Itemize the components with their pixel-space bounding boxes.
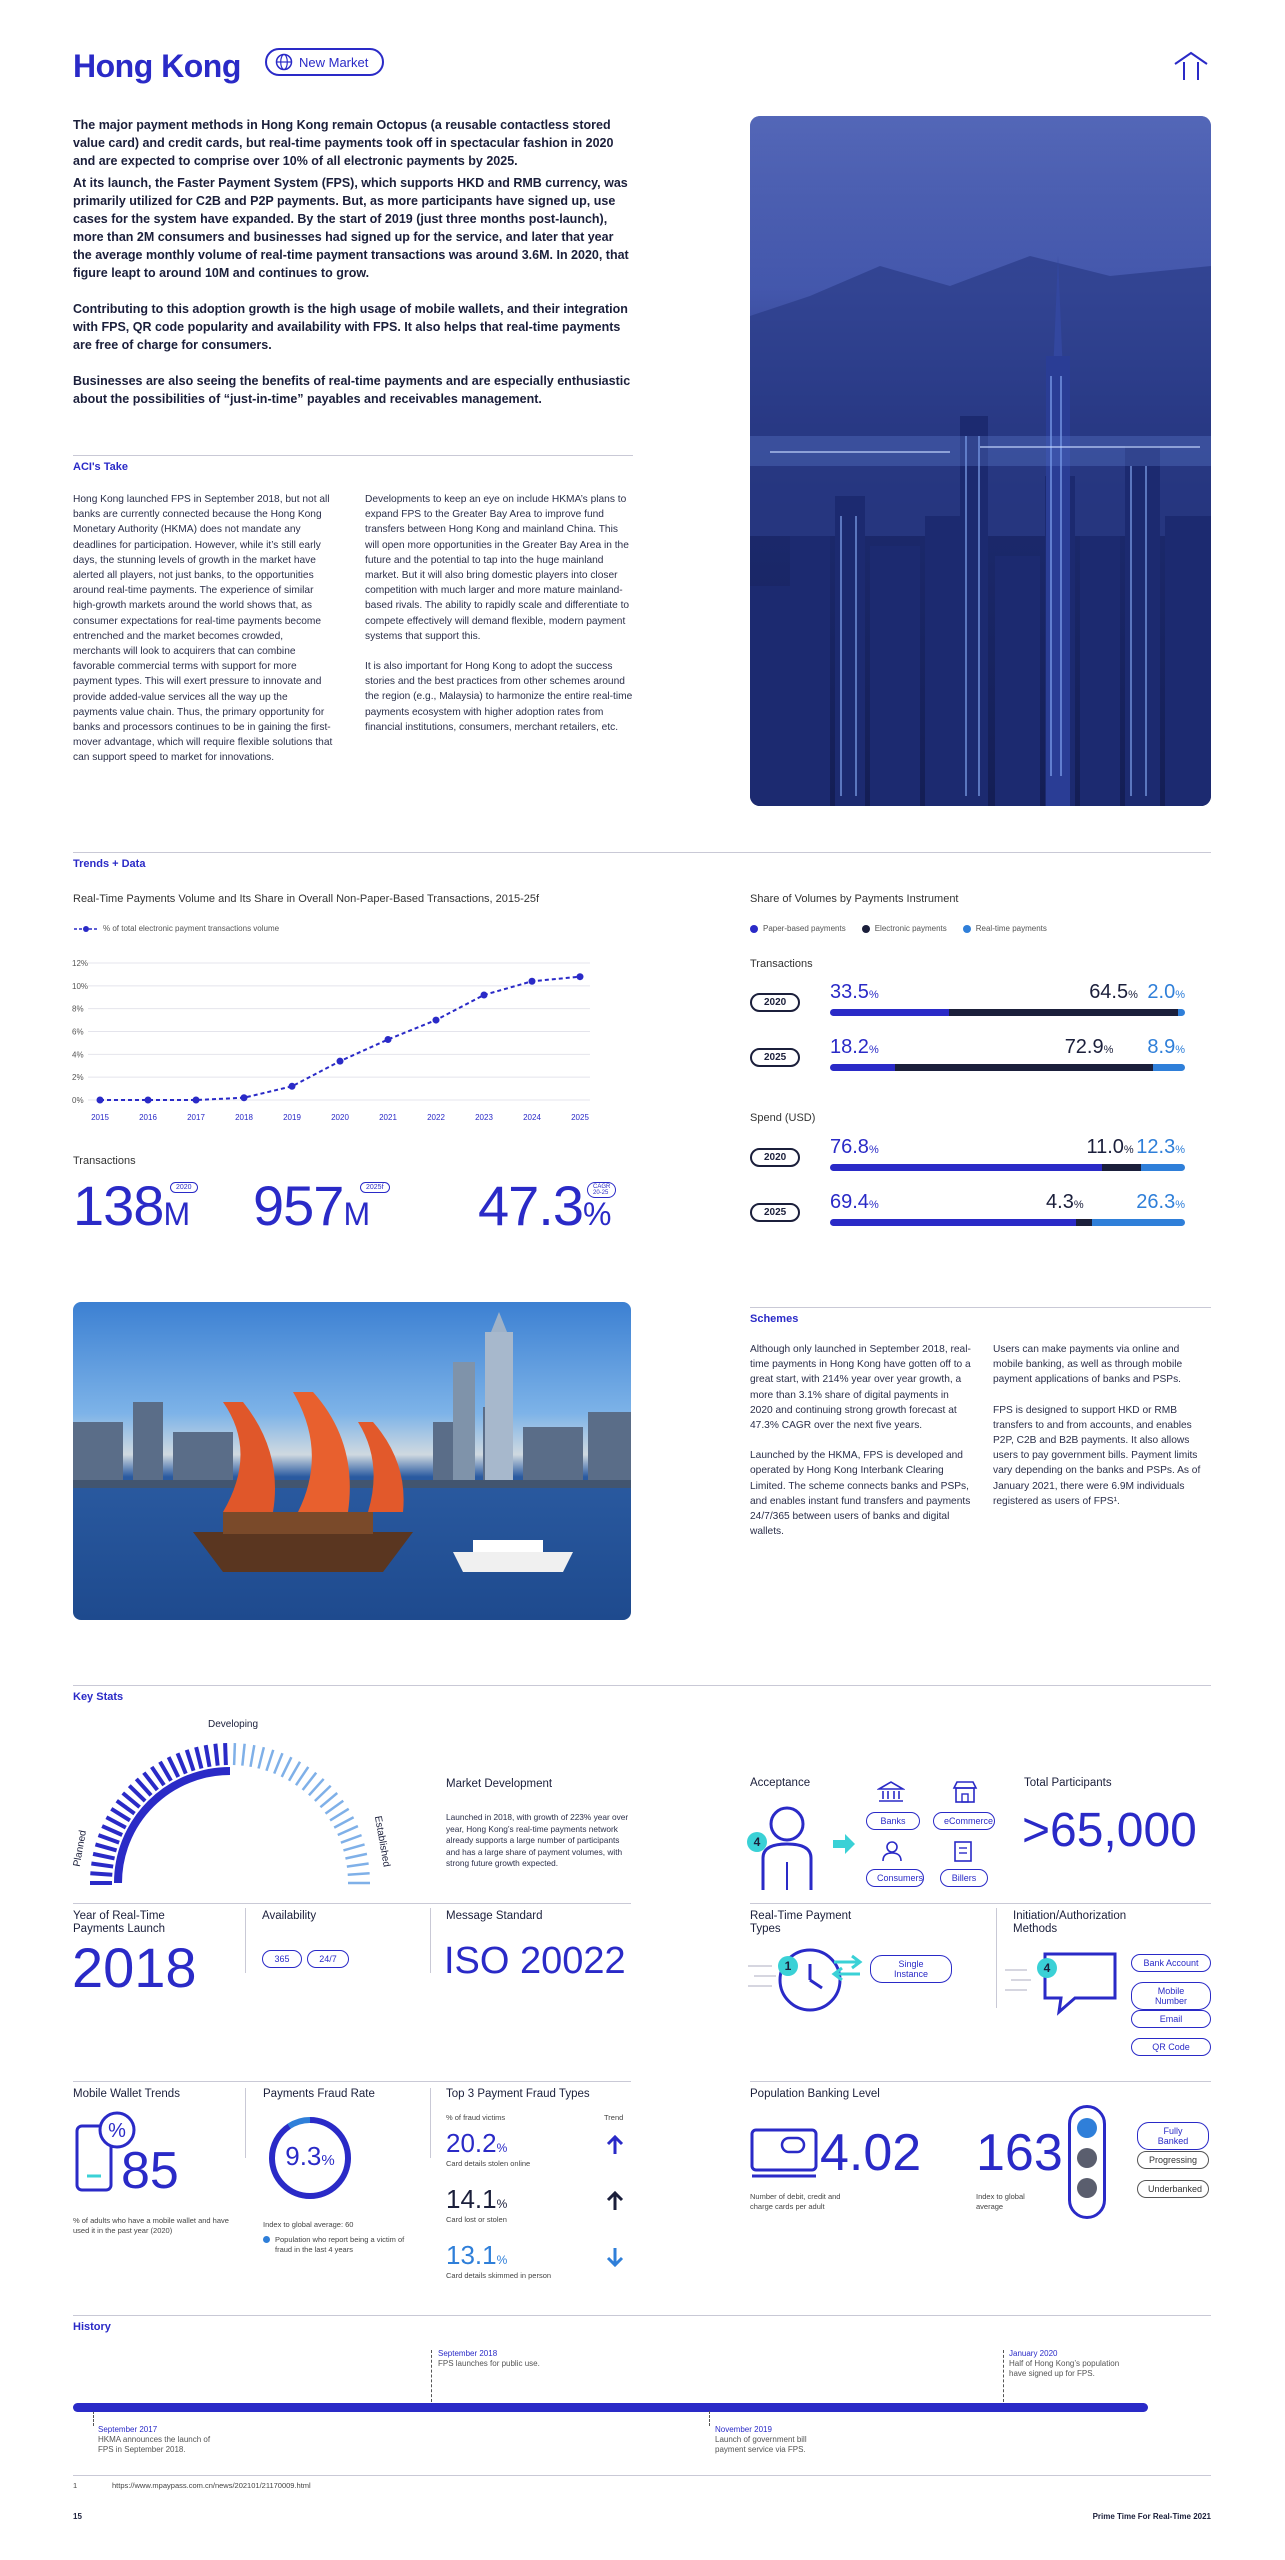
gauge-tick bbox=[95, 1844, 116, 1850]
legend-label: % of total electronic payment transactions volume bbox=[103, 924, 280, 933]
x-tick-label: 2015 bbox=[91, 1113, 109, 1122]
market-development-gauge bbox=[75, 1718, 385, 1893]
intro-paragraph: Businesses are also seeing the benefits of real-time payments and are especially enthusiastic about the possibilities of “just-in-time” payables and receivables management. bbox=[73, 374, 631, 406]
acceptance-chip-billers: Billers bbox=[940, 1869, 988, 1887]
aci-paragraph: Hong Kong launched FPS in September 2018, but not all banks are currently connected because the Hong Kong Monetary Authority (HKMA) does not mandate any deadlines for participation. However, while it’s still early days, the stunning levels of growth in the market have alerted all players, not just banks, to the opportunities around real-time payments. The experience of similar high-growth markets around the world shows that, as consumer expectations for real-time payments become entrenched and the market becomes crowded, merchants will look to acquirers that can combine favorable commercial terms with support for more payment types. This will exert pressure to innovate and provide added-value services all the way up the payments value chain. Thus, the primary opportunity for banks and processors continues to be in gaining the first-mover advantage, which will require flexible solutions that can support speed to market for innovations. bbox=[73, 494, 333, 764]
share-value-label: 33.5% bbox=[830, 981, 879, 1003]
share-bar-segment bbox=[830, 1219, 1076, 1226]
cards-per-adult-note: Number of debit, credit and charge cards per adult bbox=[750, 2192, 841, 2211]
report-title: Prime Time For Real-Time 2021 bbox=[1092, 2512, 1211, 2521]
hong-kong-skyline-image bbox=[750, 116, 1211, 806]
data-point bbox=[433, 1017, 440, 1024]
share-bar-segment bbox=[1102, 1164, 1141, 1171]
gauge-tick bbox=[93, 1854, 115, 1859]
data-point bbox=[193, 1097, 200, 1104]
fraud-type-value: 20.2 bbox=[446, 2128, 497, 2158]
stat-tag: 2025f bbox=[360, 1182, 390, 1193]
legend-label: Electronic payments bbox=[874, 924, 947, 933]
gauge-tick bbox=[169, 1757, 179, 1777]
wallet-value: 85 bbox=[121, 2142, 179, 2200]
gauge-tick bbox=[215, 1744, 217, 1766]
event-date: September 2017 bbox=[98, 2425, 158, 2434]
stat-unit: M bbox=[343, 1196, 370, 1232]
fraud-type-value: 14.1 bbox=[446, 2184, 497, 2214]
fraud-types-title: Top 3 Payment Fraud Types bbox=[446, 2088, 590, 2100]
total-participants-value: >65,000 bbox=[1022, 1804, 1197, 1857]
stat-value: 138 bbox=[73, 1174, 164, 1237]
gauge-tick bbox=[160, 1762, 171, 1781]
banking-index-value: 163 bbox=[976, 2124, 1063, 2182]
aci-take-column-1 bbox=[73, 492, 333, 781]
share-value-label: 69.4% bbox=[830, 1191, 879, 1213]
trend-up-arrow-icon bbox=[606, 2190, 624, 2212]
fraud-type-row: 14.1% Card lost or stolen bbox=[446, 2184, 636, 2240]
y-tick-label: 10% bbox=[72, 981, 89, 991]
x-tick-label: 2016 bbox=[139, 1113, 157, 1122]
legend-item bbox=[750, 924, 846, 933]
banking-index-note: Index to global average bbox=[976, 2192, 1025, 2211]
event-text: HKMA announces the launch of FPS in September 2018. bbox=[98, 2435, 211, 2454]
legend-item bbox=[862, 924, 947, 933]
fraud-trend-label: Trend bbox=[604, 2113, 624, 2122]
init-method-chip-qr-code: QR Code bbox=[1131, 2038, 1211, 2056]
share-value-label: 4.3% bbox=[1046, 1191, 1084, 1213]
gauge-tick bbox=[325, 1801, 343, 1814]
x-tick-label: 2024 bbox=[523, 1113, 541, 1122]
fraud-type-label: Card lost or stolen bbox=[446, 2215, 507, 2224]
gauge-tick bbox=[178, 1753, 186, 1773]
x-tick-label: 2023 bbox=[475, 1113, 493, 1122]
intro-paragraph: Contributing to this adoption growth is the high usage of mobile wallets, and their integration with FPS, QR code popularity and availability with FPS. It also helps that real-time payments are free of charge for consumers. bbox=[73, 302, 628, 352]
total-participants-title: Total Participants bbox=[1024, 1777, 1112, 1789]
gauge-tick bbox=[274, 1753, 282, 1773]
share-bar-segment bbox=[1153, 1064, 1185, 1071]
fraud-types-subtitle: % of fraud victims bbox=[446, 2113, 506, 2122]
share-bar-segment bbox=[830, 1164, 1102, 1171]
aci-take-label: ACI's Take bbox=[73, 461, 128, 473]
gauge-left-label: Planned bbox=[71, 1829, 89, 1868]
gauge-tick bbox=[315, 1786, 331, 1801]
gauge-tick bbox=[206, 1745, 210, 1767]
timeline-event bbox=[98, 2425, 218, 2455]
schemes-column-1 bbox=[750, 1342, 972, 1554]
data-point bbox=[97, 1097, 104, 1104]
event-date: January 2020 bbox=[1009, 2349, 1058, 2358]
share-bar-segment bbox=[830, 1009, 949, 1016]
legend-item bbox=[963, 924, 1047, 933]
line-chart bbox=[60, 945, 620, 1130]
gauge-tick bbox=[296, 1767, 308, 1785]
share-year-tag: 2025 bbox=[750, 1203, 800, 1222]
share-row bbox=[750, 975, 1190, 1025]
availability-chip-365: 365 bbox=[262, 1950, 302, 1968]
event-date: September 2018 bbox=[438, 2349, 498, 2358]
init-method-chip-mobile-number: Mobile Number bbox=[1131, 1982, 1211, 2010]
fraud-rate-unit: % bbox=[321, 2152, 335, 2169]
banking-level-underbanked: Underbanked bbox=[1137, 2180, 1209, 2198]
chat-bubble-icon bbox=[1005, 1948, 1125, 2018]
acceptance-title: Acceptance bbox=[750, 1777, 811, 1789]
timeline-event bbox=[438, 2349, 568, 2369]
data-point bbox=[145, 1097, 152, 1104]
gauge-top-label: Developing bbox=[208, 1719, 259, 1730]
share-value-label: 64.5% bbox=[1089, 981, 1138, 1003]
page-title: Hong Kong bbox=[73, 48, 241, 84]
availability-chip-24-7: 24/7 bbox=[307, 1950, 349, 1968]
fraud-note-dot bbox=[263, 2236, 270, 2243]
share-spend-heading: Spend (USD) bbox=[750, 1112, 816, 1124]
intro-paragraph: At its launch, the Faster Payment System (FPS), which supports HKD and RMB currency, was primarily utilized for C2B and P2P payments. But, as more participants have signed up, use cases for the system have expanded. By the start of 2019 (just three months post-launch), more than 2M consumers and businesses had signed up for the service, and later that year the average monthly volume of real-time payment transactions was around 3.6M. In 2020, that figure leapt to around 10M and continues to grow. bbox=[73, 176, 629, 280]
share-bar-track bbox=[830, 1009, 1185, 1016]
stat-unit: % bbox=[583, 1196, 611, 1232]
init-methods-count: 4 bbox=[1037, 1958, 1057, 1978]
launch-year-value: 2018 bbox=[72, 1936, 197, 1999]
aci-paragraph: It is also important for Hong Kong to adopt the success stories and the best practices from other schemes around the region (e.g., Malaysia) to harmonize the entire real-time payments ecosystem with higher adoption rates from financial institutions, consumers, merchant retailers, etc. bbox=[365, 661, 633, 733]
gauge-tick bbox=[106, 1817, 125, 1827]
y-tick-label: 4% bbox=[72, 1050, 84, 1060]
legend-label: Real-time payments bbox=[975, 924, 1047, 933]
data-point bbox=[241, 1094, 248, 1101]
data-point bbox=[289, 1083, 296, 1090]
share-row bbox=[750, 1030, 1190, 1080]
stat-2020 bbox=[73, 1174, 253, 1237]
acceptance-count: 4 bbox=[747, 1832, 767, 1852]
y-tick-label: 2% bbox=[72, 1073, 84, 1083]
share-bar-segment bbox=[895, 1064, 1154, 1071]
stat-value: 47.3 bbox=[478, 1174, 583, 1237]
bill-icon bbox=[952, 1840, 974, 1862]
share-row bbox=[750, 1130, 1190, 1180]
legend-label: Paper-based payments bbox=[763, 924, 846, 933]
history-label: History bbox=[73, 2321, 111, 2333]
x-tick-label: 2019 bbox=[283, 1113, 301, 1122]
intro-paragraph: The major payment methods in Hong Kong remain Octopus (a reusable contactless stored value card) and credit cards, but real-time payments took off in spectacular fashion in 2020 and are expected to comprise over 10% of all electronic payments by 2025. bbox=[73, 118, 614, 168]
init-methods-title: Initiation/Authorization Methods bbox=[1013, 1910, 1127, 1935]
svg-text:%: % bbox=[108, 2120, 126, 2142]
gauge-tick bbox=[259, 1747, 264, 1768]
stat-2025f bbox=[253, 1174, 478, 1237]
share-bar-track bbox=[830, 1164, 1185, 1171]
data-point bbox=[337, 1058, 344, 1065]
fraud-type-label: Card details skimmed in person bbox=[446, 2271, 552, 2280]
schemes-paragraph: Users can make payments via online and mobile banking, as well as through mobile payment applications of banks and PSPs. bbox=[993, 1344, 1183, 1386]
gauge-tick bbox=[338, 1826, 358, 1835]
fraud-type-row: 13.1% Card details skimmed in person bbox=[446, 2240, 636, 2296]
globe-icon bbox=[275, 53, 293, 71]
rt-types-count: 1 bbox=[778, 1956, 798, 1976]
schemes-paragraph: Launched by the HKMA, FPS is developed and operated by Hong Kong Interbank Clearing Limited. The scheme connects banks and PSPs, and enables instant fund transfers and payments 24/7/365 between users of banks and digital wallets. bbox=[750, 1450, 971, 1538]
stat-unit: M bbox=[163, 1196, 190, 1232]
traffic-light-icon bbox=[1068, 2105, 1106, 2219]
y-tick-label: 6% bbox=[72, 1027, 84, 1037]
cards-per-adult-value: 4.02 bbox=[820, 2124, 922, 2182]
gauge-fill-arc bbox=[118, 1771, 230, 1883]
stat-tag: CAGR 20-25 bbox=[587, 1182, 616, 1198]
schemes-paragraph: Although only launched in September 2018, real-time payments in Hong Kong have gotten off to a great start, with 214% year over year growth, a more than 3.1% share of digital payments in 2020 and continuing strong growth forecast at 47.3% CAGR over the next five years. bbox=[750, 1344, 971, 1432]
y-tick-label: 12% bbox=[72, 959, 89, 968]
footnote-number: 1 bbox=[73, 2481, 78, 2490]
share-bar-track bbox=[830, 1219, 1185, 1226]
stat-value: 957 bbox=[253, 1174, 344, 1237]
market-development-title: Market Development bbox=[446, 1778, 553, 1790]
x-tick-label: 2025 bbox=[571, 1113, 589, 1122]
trends-data-label: Trends + Data bbox=[73, 858, 146, 870]
transactions-stats bbox=[73, 1174, 633, 1237]
share-bar-segment bbox=[1092, 1219, 1185, 1226]
share-legend bbox=[750, 924, 1047, 933]
home-icon[interactable] bbox=[1172, 50, 1210, 82]
gauge-tick bbox=[266, 1750, 273, 1771]
gauge-tick bbox=[348, 1873, 370, 1875]
y-tick-label: 8% bbox=[72, 1004, 84, 1014]
fraud-type-row: 20.2% Card details stolen online bbox=[446, 2128, 636, 2184]
chart-legend bbox=[73, 924, 279, 933]
consumer-icon bbox=[880, 1840, 904, 1862]
rt-types-title: Real-Time Payment Types bbox=[750, 1910, 852, 1935]
trend-up-arrow-icon bbox=[606, 2134, 624, 2156]
new-market-badge bbox=[265, 48, 384, 76]
gauge-tick bbox=[341, 1835, 362, 1843]
gauge-tick bbox=[90, 1873, 112, 1875]
bank-icon bbox=[877, 1780, 905, 1804]
aci-take-column-2 bbox=[365, 492, 633, 750]
share-value-label: 72.9% bbox=[1064, 1036, 1114, 1058]
gauge-tick bbox=[289, 1762, 300, 1781]
fraud-rate-value: 9.3 bbox=[285, 2141, 322, 2171]
gauge-tick bbox=[98, 1835, 119, 1843]
message-standard-title: Message Standard bbox=[446, 1910, 543, 1922]
fraud-note: Population who report being a victim of fraud in the last 4 years bbox=[275, 2235, 405, 2254]
event-date: November 2019 bbox=[715, 2425, 772, 2434]
gauge-tick bbox=[250, 1745, 254, 1767]
share-value-label: 8.9% bbox=[1147, 1036, 1185, 1058]
data-point bbox=[481, 991, 488, 998]
rt-type-chip-single-instance: Single Instance bbox=[870, 1955, 952, 1983]
gauge-tick bbox=[234, 1743, 235, 1765]
event-text: FPS launches for public use. bbox=[438, 2359, 540, 2368]
gauge-tick bbox=[91, 1864, 113, 1867]
acceptance-chip-ecommerce: eCommerce bbox=[933, 1812, 995, 1830]
init-method-chip-email: Email bbox=[1131, 2010, 1211, 2028]
share-transactions-heading: Transactions bbox=[750, 958, 813, 970]
message-standard-value: ISO 20022 bbox=[444, 1940, 626, 1982]
series-line bbox=[100, 977, 580, 1100]
fraud-rate-title: Payments Fraud Rate bbox=[263, 2088, 375, 2100]
transactions-label: Transactions bbox=[73, 1155, 136, 1167]
badge-label: New Market bbox=[299, 54, 369, 70]
timeline-event bbox=[1009, 2349, 1129, 2379]
share-value-label: 76.8% bbox=[830, 1136, 879, 1158]
store-icon bbox=[952, 1780, 978, 1804]
intro-text bbox=[73, 116, 633, 414]
data-point bbox=[529, 978, 536, 985]
x-tick-label: 2022 bbox=[427, 1113, 445, 1122]
gauge-tick bbox=[345, 1854, 367, 1859]
gauge-tick bbox=[282, 1757, 292, 1777]
share-bars bbox=[750, 975, 1190, 1235]
share-value-label: 26.3% bbox=[1136, 1191, 1185, 1213]
x-tick-label: 2020 bbox=[331, 1113, 349, 1122]
schemes-label: Schemes bbox=[750, 1313, 799, 1325]
y-tick-label: 0% bbox=[72, 1096, 84, 1105]
gauge-right-label: Established bbox=[371, 1815, 392, 1868]
share-bar-track bbox=[830, 1064, 1185, 1071]
key-stats-label: Key Stats bbox=[73, 1691, 124, 1703]
fraud-note-wrap bbox=[263, 2235, 413, 2255]
share-row bbox=[750, 1185, 1190, 1235]
data-point bbox=[577, 973, 584, 980]
chart-title: Real-Time Payments Volume and Its Share in Overall Non-Paper-Based Transactions, 2015-25f bbox=[73, 893, 540, 905]
gauge-tick bbox=[320, 1793, 337, 1807]
fraud-type-value: 13.1 bbox=[446, 2240, 497, 2270]
gauge-tick bbox=[309, 1779, 324, 1795]
banking-level-fully-banked: Fully Banked bbox=[1137, 2122, 1209, 2150]
share-value-label: 11.0% bbox=[1086, 1136, 1134, 1158]
fraud-types-list bbox=[446, 2128, 636, 2296]
wallet-note: % of adults who have a mobile wallet and have used it in the past year (2020) bbox=[73, 2216, 229, 2235]
share-bar-segment bbox=[830, 1064, 895, 1071]
gauge-tick bbox=[196, 1747, 201, 1768]
share-bar-segment bbox=[1076, 1219, 1091, 1226]
share-year-tag: 2020 bbox=[750, 993, 800, 1012]
share-title: Share of Volumes by Payments Instrument bbox=[750, 893, 959, 905]
event-text: Half of Hong Kong’s population have signed up for FPS. bbox=[1009, 2359, 1120, 2378]
fraud-index: Index to global average: 60 bbox=[263, 2220, 354, 2229]
fraud-rate-value-wrap bbox=[265, 2141, 355, 2172]
x-tick-label: 2021 bbox=[379, 1113, 397, 1122]
gauge-tick bbox=[330, 1809, 349, 1821]
availability-title: Availability bbox=[262, 1910, 317, 1922]
timeline-event bbox=[715, 2425, 835, 2455]
gauge-tick bbox=[334, 1817, 353, 1827]
gauge-tick bbox=[187, 1750, 194, 1771]
banking-level-progressing: Progressing bbox=[1137, 2151, 1209, 2169]
card-icon bbox=[750, 2128, 820, 2178]
gauge-tick bbox=[242, 1744, 244, 1766]
share-value-label: 18.2% bbox=[830, 1036, 879, 1058]
banking-level-title: Population Banking Level bbox=[750, 2088, 880, 2100]
market-development-text: Launched in 2018, with growth of 223% year over year, Hong Kong’s real-time payments network already supports a large number of participants and has a large share of payment volumes, with strong future growth expected. bbox=[446, 1812, 629, 1868]
schemes-paragraph: FPS is designed to support HKD or RMB transfers to and from accounts, and enables P2P, C2B and B2B payments. It also allows users to pay government bills. Payment limits vary depending on the banks and PSPs. As of January 2021, there were 6.9M individuals registered as users of FPS¹. bbox=[993, 1404, 1201, 1507]
stat-tag: 2020 bbox=[170, 1182, 198, 1193]
share-year-tag: 2020 bbox=[750, 1148, 800, 1167]
schemes-column-2 bbox=[993, 1342, 1211, 1524]
gauge-tick bbox=[102, 1826, 122, 1835]
gauge-tick bbox=[303, 1773, 317, 1790]
data-point bbox=[385, 1036, 392, 1043]
init-method-chip-bank-account: Bank Account bbox=[1131, 1954, 1211, 1972]
fraud-type-label: Card details stolen online bbox=[446, 2159, 531, 2168]
x-tick-label: 2018 bbox=[235, 1113, 253, 1122]
page-number: 15 bbox=[73, 2512, 82, 2521]
harbour-junk-boat-image bbox=[73, 1302, 631, 1620]
trend-down-arrow-icon bbox=[606, 2246, 624, 2268]
acceptance-chip-consumers: Consumers bbox=[866, 1869, 924, 1887]
share-bar-segment bbox=[1178, 1009, 1185, 1016]
timeline-bar bbox=[73, 2403, 1148, 2412]
gauge-tick bbox=[225, 1743, 226, 1765]
gauge-tick bbox=[343, 1844, 364, 1850]
footnote-link[interactable]: https://www.mpaypass.com.cn/news/202101/21170009.html bbox=[112, 2481, 311, 2490]
share-bar-segment bbox=[949, 1009, 1178, 1016]
x-tick-label: 2017 bbox=[187, 1113, 205, 1122]
event-text: Launch of government bill payment service via FPS. bbox=[715, 2435, 807, 2454]
wallet-trends-title: Mobile Wallet Trends bbox=[73, 2088, 180, 2100]
clock-transfer-icon bbox=[748, 1944, 868, 2014]
launch-year-title: Year of Real-Time Payments Launch bbox=[73, 1910, 166, 1935]
aci-paragraph: Developments to keep an eye on include HKMA’s plans to expand FPS to the Greater Bay Area to improve fund transfers between Hong Kong and mainland China. This will open more opportunities in the Greater Bay Area in the future and the potential to tap into the huge mainland market. But it will also bring domestic players into closer competition with much larger and more mature mainland-based rivals. The ability to rapidly scale and differentiate to compete effectively will demand flexible, modern payment systems that support this. bbox=[365, 494, 630, 642]
stat-cagr bbox=[478, 1174, 611, 1237]
share-value-label: 2.0% bbox=[1147, 981, 1185, 1003]
share-year-tag: 2025 bbox=[750, 1048, 800, 1067]
share-bar-segment bbox=[1141, 1164, 1185, 1171]
acceptance-chip-banks: Banks bbox=[866, 1812, 920, 1830]
legend-line-icon bbox=[73, 925, 99, 933]
gauge-tick bbox=[347, 1864, 369, 1867]
share-value-label: 12.3% bbox=[1136, 1136, 1185, 1158]
